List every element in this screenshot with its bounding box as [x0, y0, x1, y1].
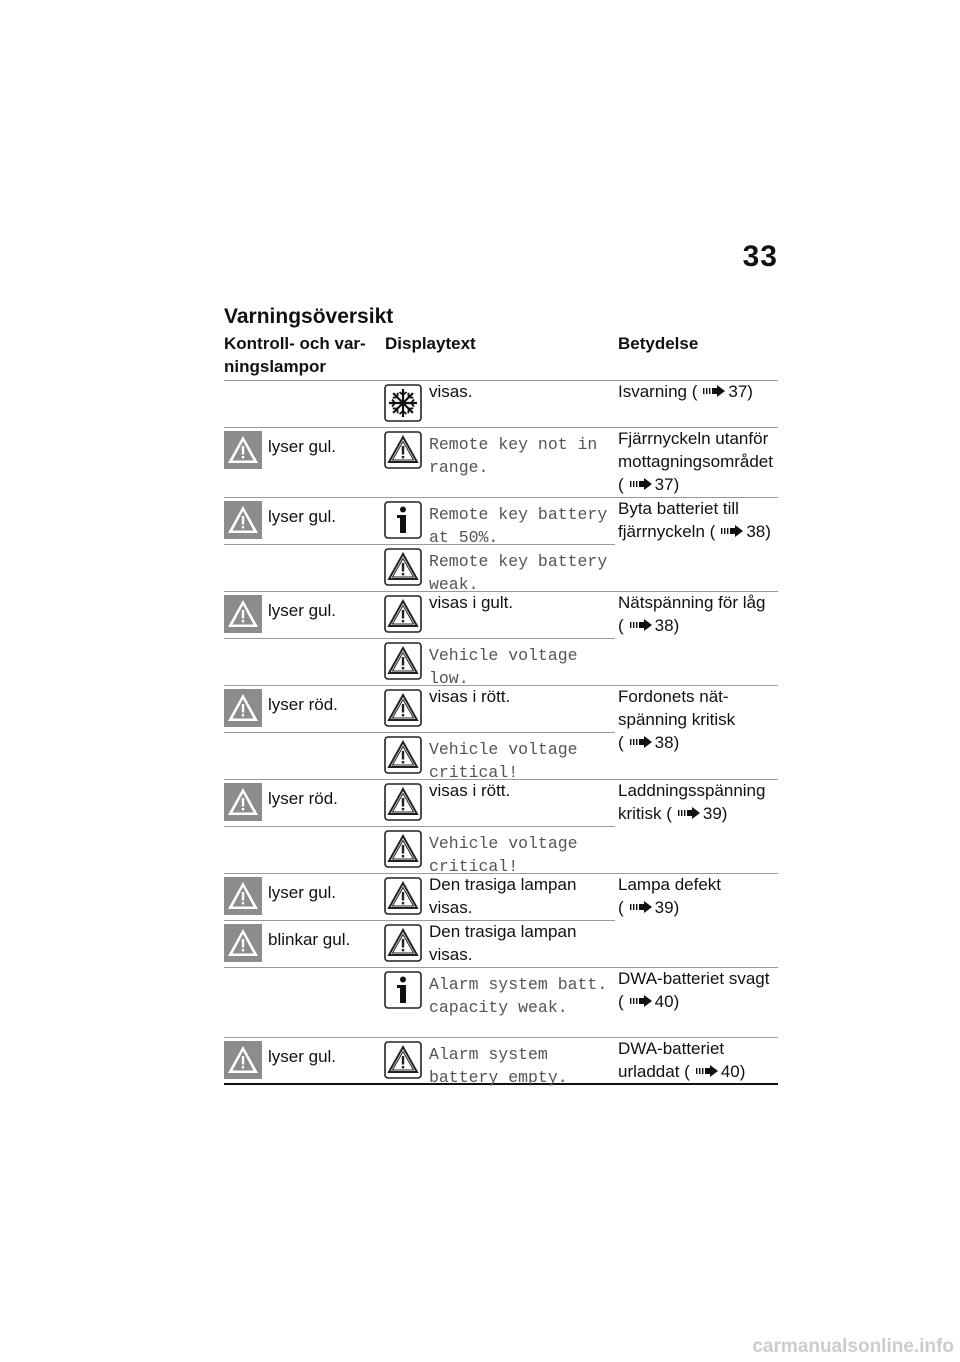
display-symbol: [384, 501, 422, 539]
indicator-lamp: [224, 595, 262, 633]
page-reference[interactable]: ( 37): [691, 382, 753, 401]
row-divider: [224, 638, 615, 639]
warning-triangle-icon: [384, 595, 422, 633]
page-reference-number: 37): [654, 475, 680, 494]
meaning-text: [618, 873, 778, 919]
general-warning-lamp-icon: [224, 431, 262, 469]
row-divider: [224, 826, 615, 827]
display-symbol: [384, 595, 422, 633]
column-header-meaning: Betydelse: [618, 334, 699, 353]
meaning-text: [618, 1037, 778, 1083]
display-text: Remote key battery weak.: [429, 552, 608, 594]
indicator-lamp: [224, 924, 262, 962]
warning-triangle-icon: [384, 1041, 422, 1079]
warning-triangle-icon: [384, 431, 422, 469]
general-warning-lamp-icon: [224, 595, 262, 633]
reference-arrow-icon: [630, 736, 652, 748]
meaning-label: DWA-batteriet urladdat: [618, 1039, 725, 1081]
reference-arrow-icon: [721, 525, 743, 537]
display-text: Alarm system batt. capacity weak.: [429, 975, 608, 1017]
display-text: Vehicle voltage critical!: [429, 834, 578, 876]
reference-arrow-icon: [630, 478, 652, 490]
meaning-text: [618, 380, 778, 403]
display-symbol: [384, 1041, 422, 1079]
warning-triangle-icon: [384, 689, 422, 727]
reference-arrow-icon: [696, 1065, 718, 1077]
reference-arrow-icon: [630, 995, 652, 1007]
lamp-status-text: lyser röd.: [268, 695, 338, 714]
warning-triangle-icon: [384, 783, 422, 821]
reference-arrow-icon: [630, 901, 652, 913]
meaning-text: [618, 497, 778, 543]
indicator-lamp: [224, 1041, 262, 1079]
page-reference-number: 40): [720, 1062, 746, 1081]
meaning-text: [618, 591, 778, 637]
indicator-lamp: [224, 431, 262, 469]
warning-triangle-icon: [384, 736, 422, 774]
page-number: 33: [742, 240, 778, 273]
display-text: visas i rött.: [429, 781, 511, 800]
general-warning-lamp-icon: [224, 783, 262, 821]
meaning-text: [618, 427, 778, 496]
page-reference[interactable]: ( 38): [709, 522, 771, 541]
warning-table: [224, 380, 778, 1087]
meaning-label: Fjärrnyckeln utanför mottagningsområdet: [618, 429, 773, 471]
meaning-text: [618, 967, 778, 1013]
warning-triangle-icon: [384, 877, 422, 915]
info-icon: [384, 501, 422, 539]
display-symbol: [384, 783, 422, 821]
page-reference[interactable]: ( 38): [618, 616, 680, 635]
meaning-label: Nätspänning för låg: [618, 593, 766, 612]
column-header-display: Displaytext: [385, 334, 476, 353]
display-text: visas i gult.: [429, 593, 514, 612]
display-text: Den trasiga lampan visas.: [429, 922, 577, 964]
lamp-status-text: lyser gul.: [268, 507, 337, 526]
display-text: visas i rött.: [429, 687, 511, 706]
page-reference[interactable]: ( 40): [684, 1062, 746, 1081]
lamp-status-text: lyser gul.: [268, 1047, 337, 1066]
warning-triangle-icon: [384, 830, 422, 868]
display-symbol: [384, 689, 422, 727]
display-text: Vehicle voltage critical!: [429, 740, 578, 782]
display-text: Remote key battery at 50%.: [429, 505, 608, 547]
meaning-text: [618, 779, 778, 825]
indicator-lamp: [224, 877, 262, 915]
page-reference-number: 38): [654, 733, 680, 752]
page-reference-number: 37): [728, 382, 753, 401]
lamp-status-text: blinkar gul.: [268, 930, 351, 949]
display-text: Alarm system battery empty.: [429, 1045, 568, 1087]
page-reference[interactable]: ( 39): [618, 898, 680, 917]
meaning-label: DWA-batteriet svagt: [618, 969, 770, 988]
general-warning-lamp-icon: [224, 877, 262, 915]
display-symbol: [384, 877, 422, 915]
page-reference[interactable]: ( 39): [666, 804, 728, 823]
display-symbol: [384, 431, 422, 469]
display-symbol: [384, 736, 422, 774]
indicator-lamp: [224, 783, 262, 821]
lamp-status-text: lyser gul.: [268, 437, 337, 456]
row-divider: [224, 732, 615, 733]
page-reference[interactable]: ( 37): [618, 475, 680, 494]
general-warning-lamp-icon: [224, 501, 262, 539]
watermark: carmanualsonline.info: [752, 1336, 954, 1357]
meaning-label: Isvarning: [618, 382, 687, 401]
meaning-label: Byta batteriet till fjärrnyckeln: [618, 499, 739, 541]
page-reference-number: 40): [654, 992, 680, 1011]
general-warning-lamp-icon: [224, 924, 262, 962]
snowflake-icon: [384, 384, 422, 422]
page-reference[interactable]: ( 40): [618, 992, 680, 1011]
reference-arrow-icon: [678, 807, 700, 819]
meaning-text: [618, 685, 778, 754]
page-reference-number: 38): [746, 522, 771, 541]
indicator-lamp: [224, 501, 262, 539]
lamp-status-text: lyser gul.: [268, 601, 337, 620]
meaning-label: Fordonets nätspänning kritisk: [618, 687, 736, 729]
display-symbol: [384, 384, 422, 422]
display-symbol: [384, 830, 422, 868]
warning-triangle-icon: [384, 924, 422, 962]
meaning-label: Laddningsspänning kritisk: [618, 781, 766, 823]
display-text: Den trasiga lampan visas.: [429, 875, 577, 917]
page-reference[interactable]: ( 38): [618, 733, 680, 752]
reference-arrow-icon: [630, 619, 652, 631]
page-reference-number: 39): [654, 898, 680, 917]
lamp-status-text: lyser gul.: [268, 883, 337, 902]
column-header-control: Kontroll- och varningslampor: [224, 334, 366, 376]
page-reference-number: 38): [654, 616, 680, 635]
meaning-label: Lampa defekt: [618, 875, 722, 894]
display-text: visas.: [429, 382, 473, 401]
general-warning-lamp-icon: [224, 689, 262, 727]
indicator-lamp: [224, 689, 262, 727]
lamp-status-text: lyser röd.: [268, 789, 338, 808]
general-warning-lamp-icon: [224, 1041, 262, 1079]
reference-arrow-icon: [703, 385, 725, 397]
display-symbol: [384, 642, 422, 680]
warning-triangle-icon: [384, 548, 422, 586]
display-symbol: [384, 548, 422, 586]
info-icon: [384, 971, 422, 1009]
section-title: Varningsöversikt: [224, 305, 394, 328]
display-text: Remote key not in range.: [429, 435, 598, 477]
display-symbol: [384, 924, 422, 962]
display-symbol: [384, 971, 422, 1009]
display-text: Vehicle voltage low.: [429, 646, 578, 688]
warning-triangle-icon: [384, 642, 422, 680]
page-reference-number: 39): [702, 804, 728, 823]
